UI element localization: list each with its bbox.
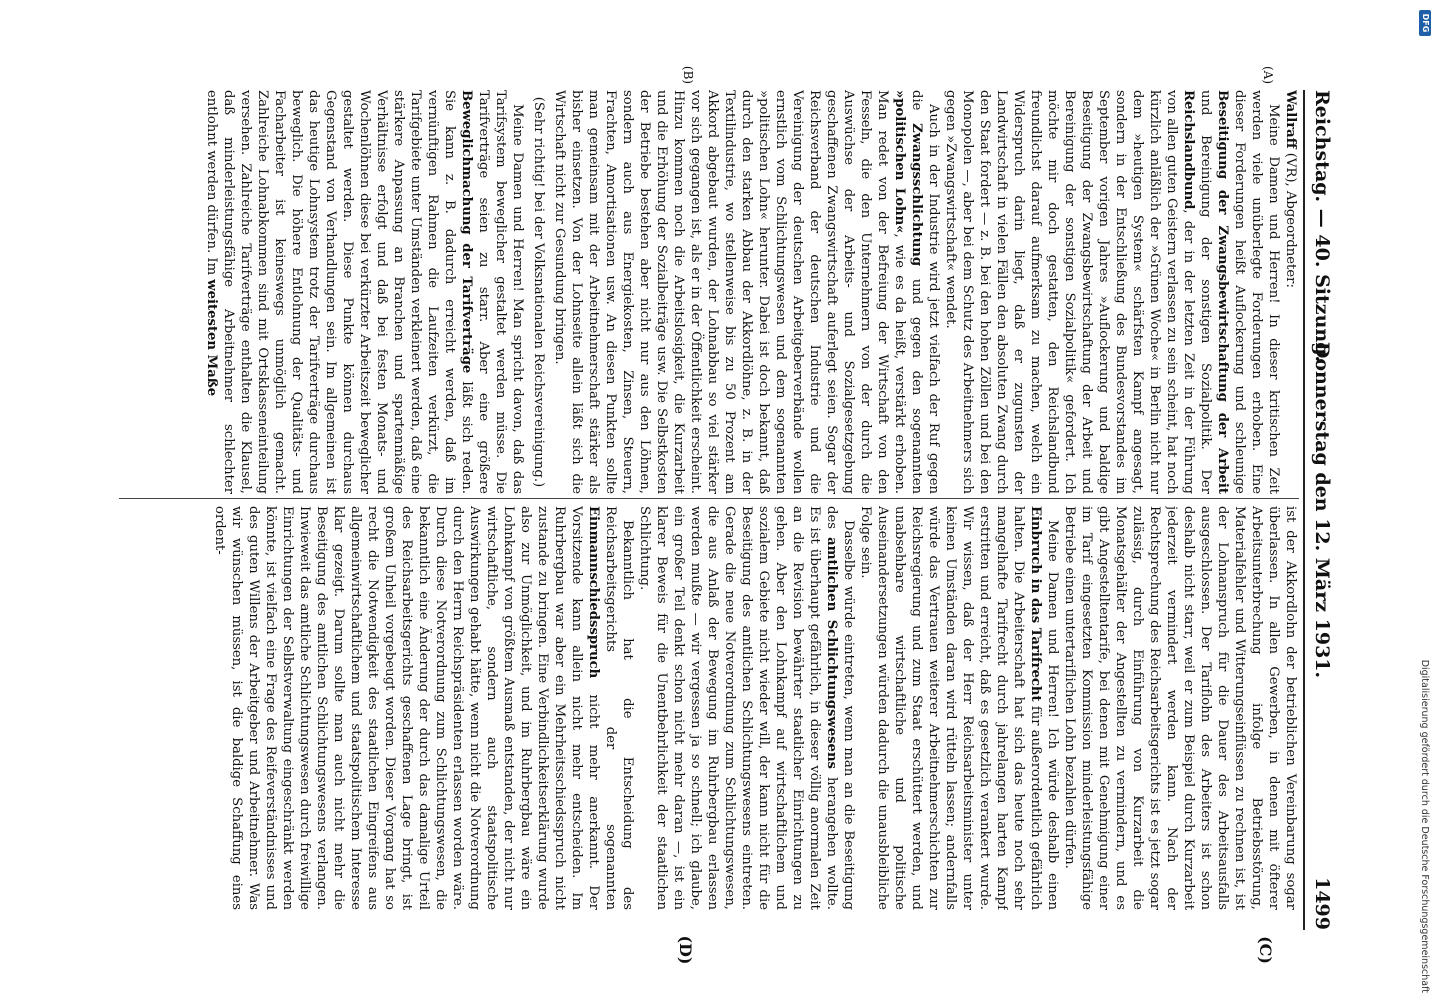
speaker-affiliation: (VR), Abgeordneter: [1283,148,1298,288]
emphasis-term: Einmannschiedsspruch [586,506,601,679]
text-run: Bekanntlich hat die Entscheidung des Reichsarbeitsgerichts der sogenannten [603,506,635,910]
dfg-logo-text: DFG [1421,13,1430,33]
paragraph [857,506,1061,910]
emphasis-term: weitesten Maße [204,279,219,397]
left-column [109,90,1299,494]
paragraph [942,90,1282,494]
emphasis-term: Beseitigung der Zwangsbewirtschaftung der Arbeit [1215,90,1230,494]
margin-marker-a: (A) [1261,65,1275,85]
digitization-credit-text: Digitalisierung gefördert durch die Deutsche Forschungsgemeinschaft [1419,659,1430,993]
text-run: , wie es da heißt, verstärkt erhoben. Man redet von der Befreiung der Wirtschaft von den Fesseln, die den Unternehmern von der durch die Auswüchse der Arbeits- und Sozialgesetzgebung geschaffenen Zwangswirtschaft auferlegt seien. Sogar der Reichsverband der deutschen Industrie und die Vereinigung der deutschen Arbeitgeberverbände wollen ernstlich vom Schlichtungswesen und dem sogenannten »politischen Lohn« herunter. Dabei ist doch bekannt, daß durch den starken Abbau der Akkordlöhne, z. B. in der Textilindustrie, wo stellenweise bis zu 50 Prozent am Akkord abgebaut wurden, der Lohnabbau so viel stärker vor sich gegangen ist, als er in der Öffentlichkeit erscheint. Hinzu kommen noch die Arbeitslosigkeit, die Kurzarbeit und die Erhöhung der Sozialbeiträge usw. Die Selbstkosten der Betriebe bestehen aber nicht nur aus den Löhnen, sondern auch aus Energiekosten, Zinsen, Steuern, Frachten, Amortisationen usw. An diesen Punkten sollte man gemeinsam mit der Arbeitnehmerschaft stärker als bisher einsetzen. Von der Lohnseite allein läßt sich die Wirtschaft nicht zur Gesundung bringen. [552,90,907,494]
text-run: Meine Damen und Herren! Ich würde deshalb einen [1045,520,1060,910]
speaker-line [1282,90,1299,494]
emphasis-term: Zwangsschlichtung [909,123,924,267]
text-run: Meine Damen und Herren! Man spricht davon, daß das Tarifsystem beweglicher gestaltet werden müsse. Die Tarifverträge seien zu starr. Aber eine größere [476,90,525,494]
column-divider [119,498,1299,499]
page-header [1303,90,1335,930]
header-date: Donnerstag den 12. März 1931. [1311,341,1333,679]
interjection: (Sehr richtig! bei der Volksnationalen Reichsvereinigung.) [531,96,546,488]
emphasis-term: »politischen Lohn« [892,90,907,234]
paragraph [203,90,526,494]
text-run: und Bereinigung der sonstigen Sozialpolitik. Der [1198,90,1213,494]
text-run: Dasselbe würde eintreten, wenn man an die Beseitigung des [824,506,856,910]
emphasis-term: Beweglichmachung der Tarifverträge [459,90,474,374]
text-run: Auch in der Industrie wird jetzt vielfach der Ruf gegen die [909,90,941,494]
text-run: läßt sich reden. Sie kann z. B. dadurch erreicht werden, daß im vernünftigen Rahmen die Laufzeiten verkürzt, die Tarifgebiete unter Umständen verkleinert werden, daß eine stärkere Anpassung an Branchen und spartenmäßige Verhältnisse erfolgt und daß bei festen Monats- und Wochenlöhnen diese bei verkürzter Arbeitszeit beweglicher gestaltet werden. Diese Punkte können durchaus Gegenstand von Verhandlungen sein. Im allgemeinen ist das heutige Lohnsystem trotz der Tarifverträge durchaus beweglich. Die höhere Entlohnung der Qualitäts- und Facharbeiter ist keineswegs unmöglich gemacht. Zahlreiche Lohnabkommen sind mit Ortsklasseneinteilung versehen. Zahlreiche Tarifverträge enthalten die Klausel, daß minderleistungsfähige Arbeitnehmer schlechter entlohnt werden dürfen. Im [204,90,474,494]
emphasis-term: Einbruch in das Tarifrecht [1028,506,1043,702]
speaker-name: Wallraff [1283,90,1298,149]
header-title: Reichstag. — 40. Sitzung. [1311,90,1333,363]
margin-marker-b: (B) [681,65,695,85]
paragraph [211,506,636,910]
emphasis-term: Reichslandbund [1181,90,1196,210]
text-run: , der in der letzten Zeit in der Führung von allen guten Geistern verlassen zu sein scheint, hat noch kürzlich anläßlich der »Grünen Woche« in Berlin nicht nur dem »heutigen System« schärfsten Kampf angesagt, sondern in der Entschließung des Bundesvorstandes im September vorigen Jahres »Auflockerung und baldige Beseitigung der Zwangsbewirtschaftung der Arbeit und Bereinigung der sonstigen Sozialpolitik« gefordert. Ich möchte mir doch gestatten, den Reichslandbund freundlichst darauf aufmerksam zu machen, welch ein Widerspruch darin liegt, daß er zugunsten der Landwirtschaft in vielen Fällen den absoluten Zwang durch den Staat fordert — z. B. bei den hohen Zöllen und bei den Monopolen —, aber bei dem Schutz des Arbeitnehmers sich gegen »Zwangswirtschaft« wendet. [943,90,1196,494]
paragraph [636,506,857,910]
text-run: Meine Damen und Herren! In dieser kritischen Zeit werden viele unüberlegte Forderungen erhoben. Eine dieser Forderungen heißt Auflockerung und schleunige [1232,90,1281,494]
document-page [95,65,1335,965]
text-run: und gegen den sogenannten [909,266,924,494]
right-column [109,506,1299,910]
digitization-credit [1418,8,1430,993]
paragraph: ist der Akkordlohn der betrieblichen Vereinbarung sogar überlassen. In allen Gewerben, in denen mit öfterer Arbeitsunterbrechung infolge Betriebsstörung, Materialfehler und Witterungseinflüssen zu rechnen ist, ist der Lohnanspruch für die Dauer des Arbeitsausfalls ausgeschlossen. Der Tariflohn des Arbeiters ist schon deshalb nicht starr, weil er zum Beispiel durch Kurzarbeit jederzeit vermindert werden kann. Nach der Rechtsprechung des Reichsarbeitsgerichts ist es jetzt sogar zulässig, durch Einführung von Kurzarbeit die Monatsgehälter der Angestellten zu vermindern, und es gibt Angestelltentarife, bei denen mit Genehmigung einer im Tarif eingesetzten Kommission minderleistungsfähige Betriebe einen untertariflichen Lohn bezahlen dürfen. [1062,506,1298,910]
margin-marker-d: (D) [676,935,695,965]
emphasis-term: amtlichen Schlichtungswesens [824,537,839,769]
text-run: herangehen wollte. Es ist überhaupt gefährlich, in dieser völlig anormalen Zeit an die Revision bewährter staatlicher Einrichtungen zu gehen. Aber den Lohnkampf auf wirtschaftlichem und sozialem Gebiete nicht wieder will, der kann nicht für die Beseitigung des amtlichen Schlichtungswesens eintreten. Gerade die neue Notverordnung zum Schlichtungswesen, die aus Anlaß der Bewegung im Ruhrbergbau erlassen werden mußte — wir vergessen ja so schnell; ich glaube, ein großer Teil denkt schon nicht mehr daran —, ist ein klarer Beweis für die Unentbehrlichkeit der staatlichen Schlichtung. [637,506,839,910]
text-run: nicht mehr anerkannt. Der Vorsitzende kann allein nicht mehr entscheiden. Im Ruhrbergbau war aber ein Mehrheitsschiedsspruch nicht zustande zu bringen. Eine Verbindlichkeitserklärung wurde also zur Unmöglichkeit, und im Ruhrbergbau wäre ein Lohnkampf von größtem Ausmaß entstanden, der nicht nur wirtschaftliche, sondern auch staatspolitische Auswirkungen gehabt hätte, wenn nicht die Notverordnung durch den Herrn Reichspräsidenten erlassen worden wäre. Durch diese Notverordnung zum Schlichtungswesen, die bekanntlich eine Änderung der durch das damalige Urteil des Reichsarbeitsgerichts geschaffenen Lage bringt, ist großem Unheil vorgebeugt worden. Dieser Vorgang hat so recht die Notwendigkeit des staatlichen Eingreifens aus allgemeinwirtschaftlichem und staatspolitischem Interesse klar gezeigt. Darum sollte man auch nicht mehr die Beseitigung des amtlichen Schlichtungswesens verlangen. Inwieweit das amtliche Schlichtungswesen durch freiwillige Einrichtungen der Selbstverwaltung eingeschränkt werden könnte, ist vielfach eine Frage des Reifeverständnisses und des guten Willens der Arbeitgeber und Arbeitnehmer. Was wir wünschen müssen, ist die baldige Schaffung eines ordent- [212,506,601,910]
margin-marker-c: (C) [1256,936,1275,964]
paragraph [551,90,942,494]
page-number: 1499 [1311,877,1333,930]
text-run: für außerordentlich gefährlich halten. Die Arbeiterschaft hat sich das heute noch sehr mangelhafte Tarifrecht durch jahrelangen harten Kampf erstritten und erreicht, daß es gesetzlich verankert wurde. Wir wissen, daß der Herr Reichsarbeitsminister unter keinen Umständen daran wird rütteln lassen; andernfalls würde das Vertrauen weiterer Arbeitnehmerschichten zur Reichsregierung und zum Staat erschüttert werden, und unabsehbare wirtschaftliche und politische Auseinandersetzungen würden dadurch die unausbleibliche Folge sein. [858,506,1043,910]
